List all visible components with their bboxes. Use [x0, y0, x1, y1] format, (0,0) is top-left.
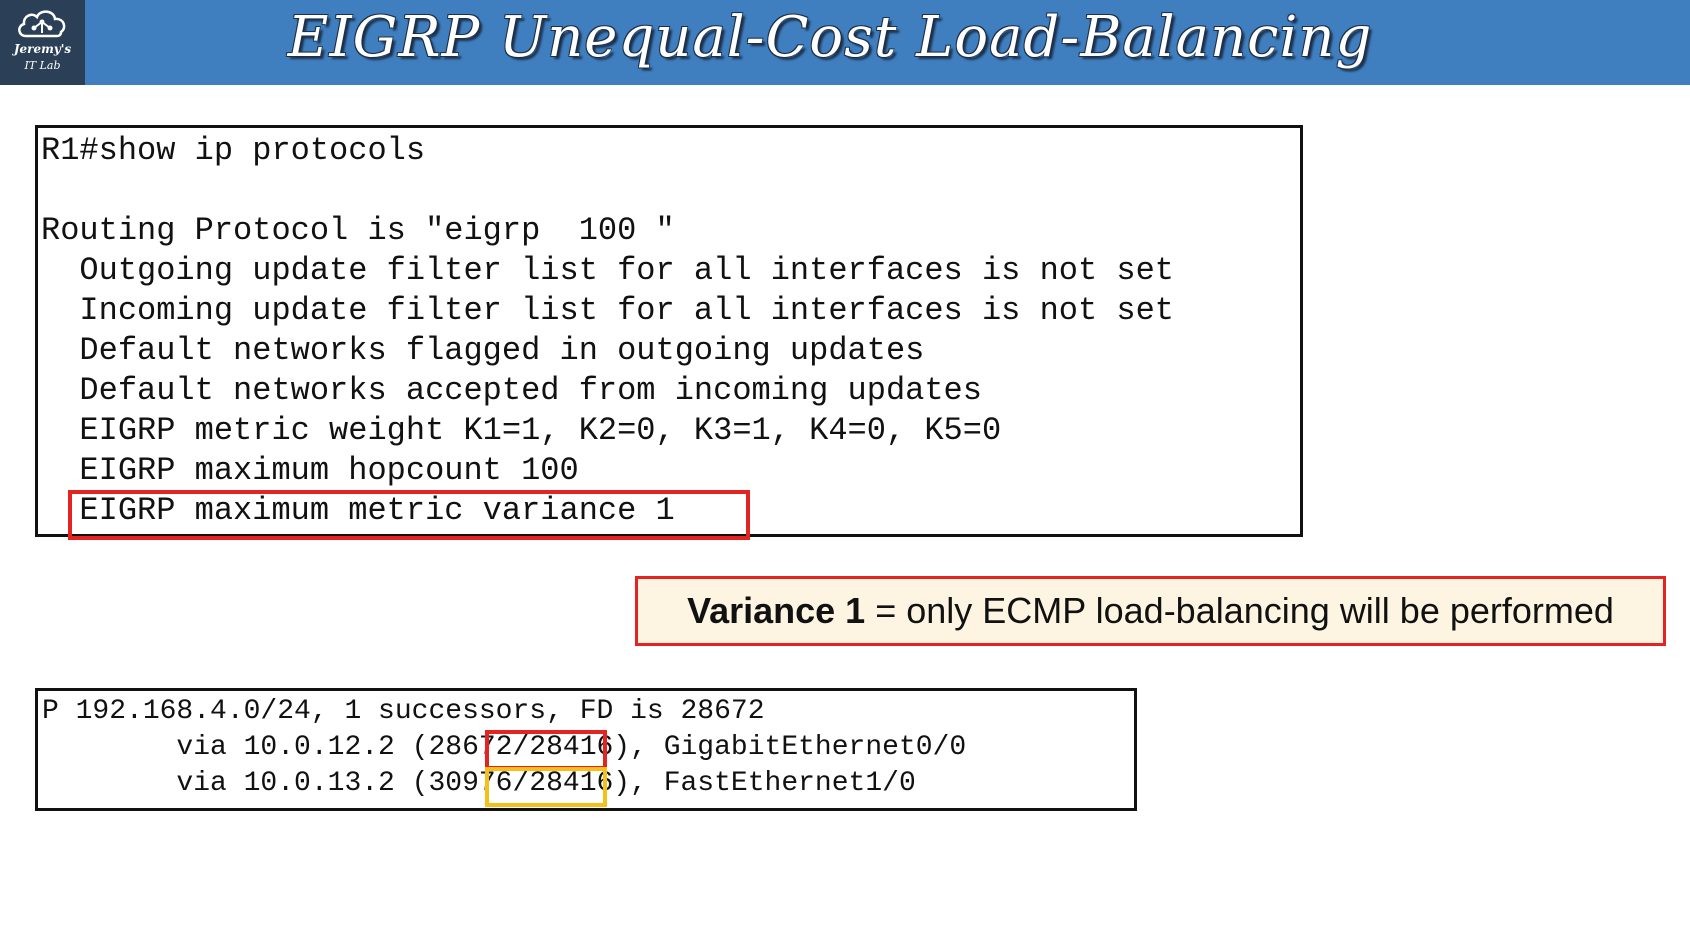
logo-text-line2: IT Lab — [24, 59, 61, 72]
slide-title: EIGRP Unequal-Cost Load-Balancing — [287, 5, 1373, 70]
show-ip-protocols-output — [35, 125, 1303, 537]
topology-line: P 192.168.4.0/24, 1 successors, FD is 28672 — [42, 696, 765, 727]
cli-line: Incoming update filter list for all interfaces is not set — [41, 292, 1174, 329]
cli-line: EIGRP metric weight K1=1, K2=0, K3=1, K4=0, K5=0 — [41, 412, 1002, 449]
cli-line: Outgoing update filter list for all interfaces is not set — [41, 252, 1174, 289]
cloud-network-icon — [14, 6, 70, 42]
title-bar — [0, 0, 1690, 85]
successor-metric-highlight — [485, 730, 607, 770]
cli-line: Default networks accepted from incoming updates — [41, 372, 982, 409]
logo-text-line1: Jeremy's — [13, 42, 72, 56]
variance-highlight-box — [68, 490, 750, 540]
cli-line: EIGRP maximum hopcount 100 — [41, 452, 579, 489]
callout-text: = only ECMP load-balancing will be performed — [865, 590, 1614, 631]
topology-line-successor: via 10.0.12.2 (28672/28416), GigabitEthernet0/0 — [42, 732, 967, 763]
topology-line-feasible: via 10.0.13.2 (30976/28416), FastEthernet1/0 — [42, 768, 916, 799]
cli-line: Routing Protocol is "eigrp 100 " — [41, 212, 675, 249]
cli-line: R1#show ip protocols — [41, 132, 426, 169]
callout-bold-text: Variance 1 — [687, 590, 866, 631]
logo — [0, 0, 85, 85]
variance-line: EIGRP maximum metric variance 1 — [41, 492, 675, 529]
cli-line: Default networks flagged in outgoing updates — [41, 332, 925, 369]
feasible-successor-metric-highlight — [485, 767, 607, 807]
variance-callout — [635, 576, 1666, 646]
